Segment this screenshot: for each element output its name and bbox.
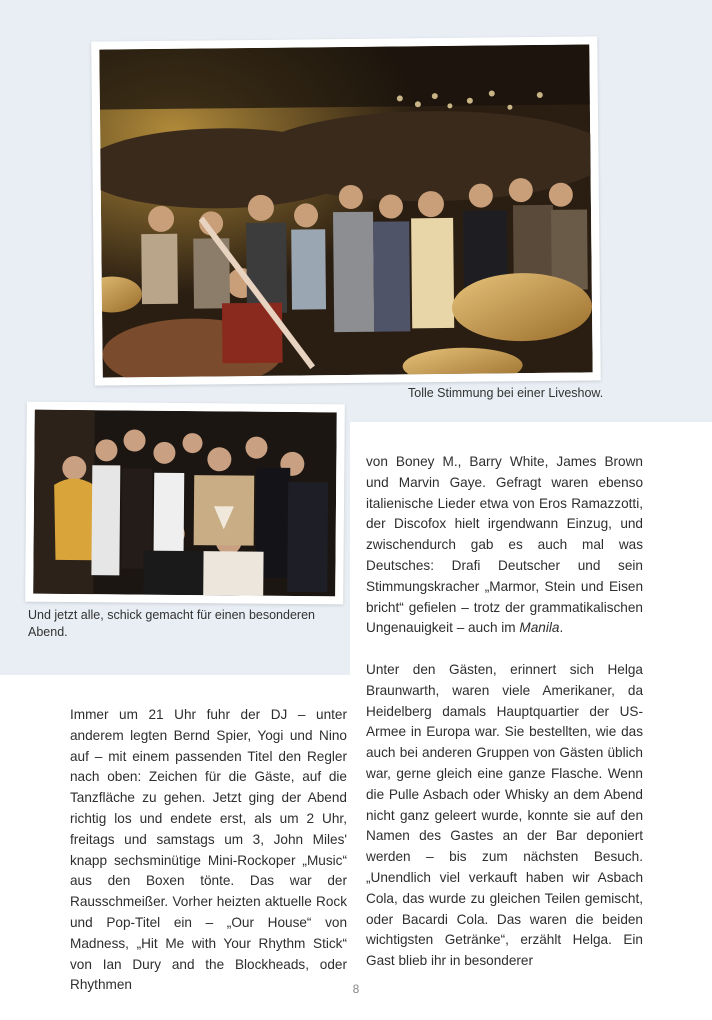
body-paragraph [366, 452, 643, 639]
text-column-left [70, 705, 347, 996]
photo-caption-group: Und jetzt alle, schick gemacht für einen besonderen Abend. [28, 608, 315, 639]
body-text: von Boney M., Barry White, James Brown und Marvin Gaye. Gefragt waren ebenso italienische Lieder etwa von Eros Ramazzotti, der Discofox hielt irgendwann Einzug, und zwischendurch gab es auch mal was Deutsches: Drafi Deutscher und sein Stimmungskracher „Marmor, Stein und Eisen bricht“ gefielen – trotz der grammatikalischen Ungenauigkeit – auch im [366, 454, 643, 636]
venue-name: Manila [519, 620, 560, 636]
photo-caption-liveshow: Tolle Stimmung bei einer Liveshow. [408, 386, 604, 400]
photo-liveshow-image [99, 44, 592, 377]
photo-group [25, 402, 345, 605]
text-column-right [366, 452, 643, 972]
page-number: 8 [352, 982, 360, 996]
body-text: . [559, 620, 564, 636]
photo-liveshow [91, 36, 601, 385]
photo-group-image [33, 410, 337, 597]
body-paragraph: Immer um 21 Uhr fuhr der DJ – unter anderem legten Bernd Spier, Yogi und Nino auf – mit einem passenden Titel den Regler nach oben: Zeichen für die Gäste, auf die Tanzfläche zu gehen. Jetzt ging der Abend richtig los und endete erst, als um 2 Uhr, freitags und samstags um 3, John Miles' knapp sechsminütige Mini-Rockoper „Music“ aus den Boxen tönte. Das war der Rausschmeißer. Vorher heizten aktuelle Rock und Pop-Titel ein – „Our House“ von Madness, „Hit Me with Your Rhythm Stick“ von Ian Dury and the Blockheads, oder Rhythmen [70, 707, 347, 993]
paragraph-gap [366, 639, 643, 660]
body-paragraph: Unter den Gästen, erinnert sich Helga Braunwarth, waren viele Amerikaner, da Heidelberg damals Hauptquartier der US-Armee in Europa war. Sie bestellten, wie das auch bei anderen Gruppen von Gästen üblich war, gerne gleich eine ganze Flasche. Wenn die Pulle Asbach oder Whisky an dem Abend nicht ganz geleert wurde, konnte sie auf den Namen des Gastes an der Bar deponiert werden – bis zum nächsten Besuch. „Unendlich viel verkauft haben wir Asbach Cola, das wurde zu gleichen Teilen gemischt, oder Bacardi Cola. Das waren die beiden wichtigsten Getränke“, erzählt Helga. Ein Gast blieb ihr in besonderer [366, 661, 643, 969]
